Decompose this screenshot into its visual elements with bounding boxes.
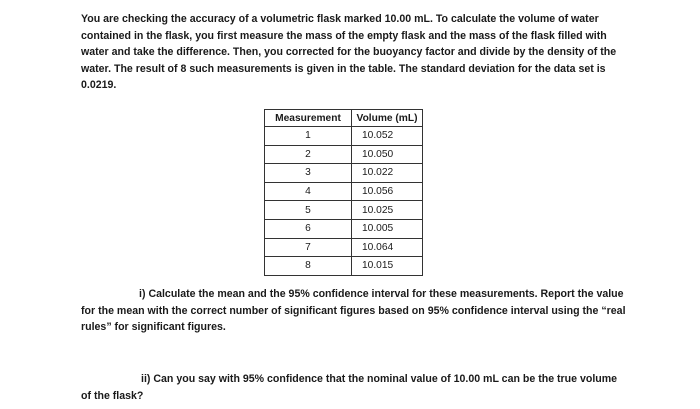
measurement-number: 1	[265, 127, 352, 146]
table-row	[265, 238, 423, 257]
measurement-number: 4	[265, 182, 352, 201]
question-1-marker: i)	[139, 288, 146, 300]
volume-value: 10.025	[352, 201, 423, 220]
table-row	[265, 257, 423, 276]
measurement-number: 7	[265, 238, 352, 257]
measurement-number: 5	[265, 201, 352, 220]
table-header-row	[265, 110, 423, 127]
table-row	[265, 201, 423, 220]
volume-value: 10.050	[352, 145, 423, 164]
measurement-number: 3	[265, 164, 352, 183]
question-1	[81, 286, 626, 336]
volume-value: 10.015	[352, 257, 423, 276]
question-2-text: Can you say with 95% confidence that the nominal value of 10.00 mL can be the true volume of the flask?	[81, 373, 618, 402]
volume-value: 10.056	[352, 182, 423, 201]
header-measurement: Measurement	[265, 110, 352, 127]
header-volume: Volume (mL)	[352, 110, 423, 127]
question-1-text: Calculate the mean and the 95% confidence interval for these measurements. Report the value for the mean with the correct number of significant figures based on 95% confidence interval using the “real rules” for significant figures.	[81, 288, 626, 334]
measurement-number: 8	[265, 257, 352, 276]
volume-value: 10.052	[352, 127, 423, 146]
table-row	[265, 145, 423, 164]
volume-value: 10.064	[352, 238, 423, 257]
table-row	[265, 164, 423, 183]
problem-statement: You are checking the accuracy of a volumetric flask marked 10.00 mL. To calculate the volume of water contained in the flask, you first measure the mass of the empty flask and the mass of the flask filled with water and take the difference. Then, you corrected for the buoyancy factor and divide by the density of the water. The result of 8 such measurements is given in the table. The standard deviation for the data set is 0.0219.	[81, 13, 617, 92]
measurement-table	[264, 109, 423, 276]
question-2	[81, 371, 626, 404]
table-row	[265, 182, 423, 201]
volume-value: 10.022	[352, 164, 423, 183]
measurement-number: 6	[265, 219, 352, 238]
volume-value: 10.005	[352, 219, 423, 238]
table-row	[265, 127, 423, 146]
table-row	[265, 219, 423, 238]
measurement-number: 2	[265, 145, 352, 164]
measurement-table-wrapper	[264, 109, 423, 276]
question-2-marker: ii)	[141, 373, 151, 385]
